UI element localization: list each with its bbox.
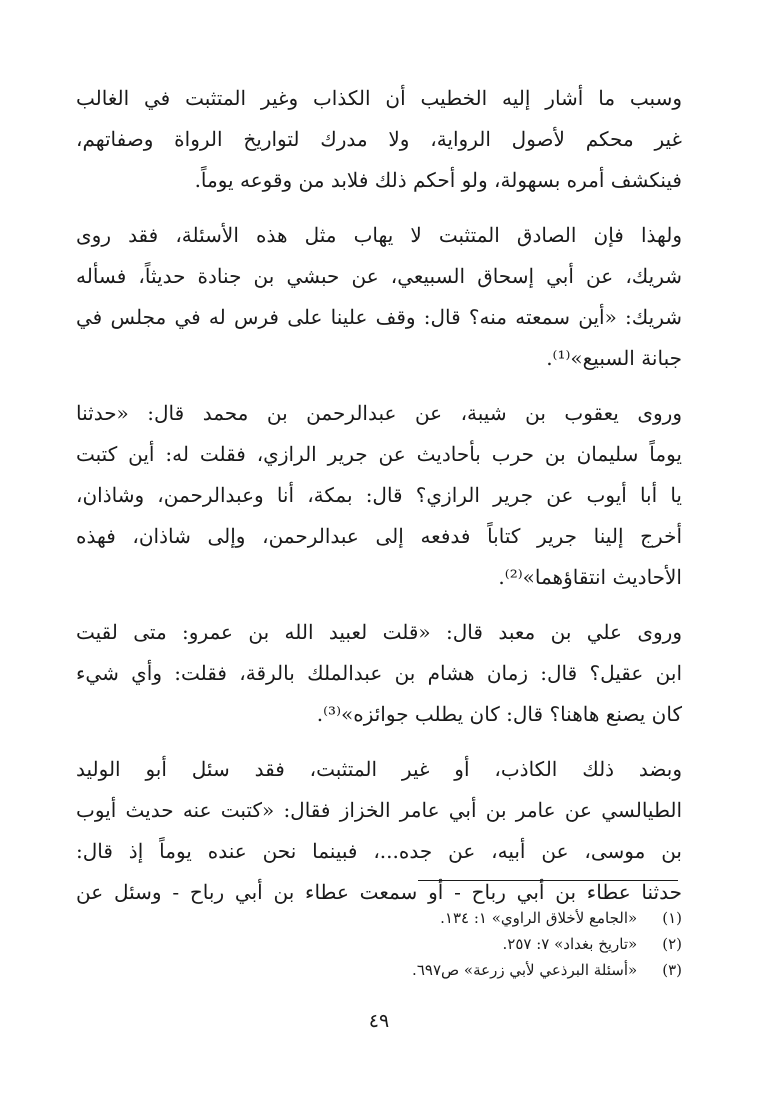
paragraph: [76, 393, 682, 598]
text-line: أخرج إلينا جرير كتاباً فدفعه إلى عبدالرحمن، وإلى شاذان، فهذه: [76, 524, 682, 548]
footnote-item: [300, 931, 682, 957]
text-line: يا أبا أيوب عن جرير الرازي؟ قال: بمكة، أنا وعبدالرحمن، وشاذان،: [76, 483, 682, 507]
paragraph: [76, 78, 682, 201]
footnote-number: (٢): [662, 935, 682, 953]
text-line: حدثنا عطاء بن أبي رباح - أو سمعت عطاء بن أبي رباح - وسئل عن: [76, 880, 682, 904]
footnote-item: [300, 905, 682, 931]
text-line: وسبب ما أشار إليه الخطيب أن الكذاب وغير المتثبت في الغالب: [76, 86, 682, 110]
paragraph: [76, 612, 682, 735]
page-number: ٤٩: [368, 1010, 390, 1032]
text-line: ولهذا فإن الصادق المتثبت لا يهاب مثل هذه الأسئلة، فقد روى: [76, 223, 682, 247]
text-line: شريك، عن أبي إسحاق السبيعي، عن حبشي بن جنادة حديثاً، فسأله: [76, 264, 682, 288]
footnote-number: (٣): [662, 961, 682, 979]
text-line: شريك: «أين سمعته منه؟ قال: وقف علينا على فرس له في مجلس في: [76, 305, 682, 329]
footnote-separator: [418, 880, 678, 881]
footnote-text: «أسئلة البرذعي لأبي زرعة» ص٦٩٧.: [412, 961, 638, 979]
text-line: غير محكم لأصول الرواية، ولا مدرك لتواريخ الرواة وصفاتهم،: [76, 127, 682, 151]
footnotes: [300, 905, 682, 983]
paragraph: [76, 215, 682, 379]
footnote-text: «الجامع لأخلاق الراوي» ١: ١٣٤.: [440, 909, 638, 927]
text-line: ابن عقيل؟ قال: زمان هشام بن عبدالملك بالرقة، فقلت: وأي شيء: [76, 661, 682, 685]
text-line: وبضد ذلك الكاذب، أو غير المتثبت، فقد سئل أبو الوليد: [76, 757, 682, 781]
text-line: جبانة السبيع»⁽¹⁾.: [546, 346, 682, 370]
main-text: [76, 78, 682, 927]
text-line: الطيالسي عن عامر بن أبي عامر الخزاز فقال: «كتبت عنه حديث أيوب: [76, 798, 682, 822]
paragraph: [76, 749, 682, 913]
text-line: وروى علي بن معبد قال: «قلت لعبيد الله بن عمرو: متى لقيت: [76, 620, 682, 644]
footnote-number: (١): [662, 909, 682, 927]
text-line: كان يصنع هاهنا؟ قال: كان يطلب جوائزه»⁽³⁾.: [316, 702, 682, 726]
text-line: بن موسى، عن أبيه، عن جده...، فبينما نحن عنده يوماً إذ قال:: [76, 839, 682, 863]
text-line: فينكشف أمره بسهولة، ولو أحكم ذلك فلابد من وقوعه يوماً.: [194, 168, 682, 192]
text-line: يوماً سليمان بن حرب بأحاديث عن جرير الرازي، فقلت له: أين كتبت: [76, 442, 682, 466]
footnote-text: «تاريخ بغداد» ٧: ٢٥٧.: [502, 935, 638, 953]
footnote-item: [300, 957, 682, 983]
text-line: الأحاديث انتقاؤهما»⁽²⁾.: [498, 565, 682, 589]
text-line: وروى يعقوب بن شيبة، عن عبدالرحمن بن محمد قال: «حدثنا: [76, 401, 682, 425]
